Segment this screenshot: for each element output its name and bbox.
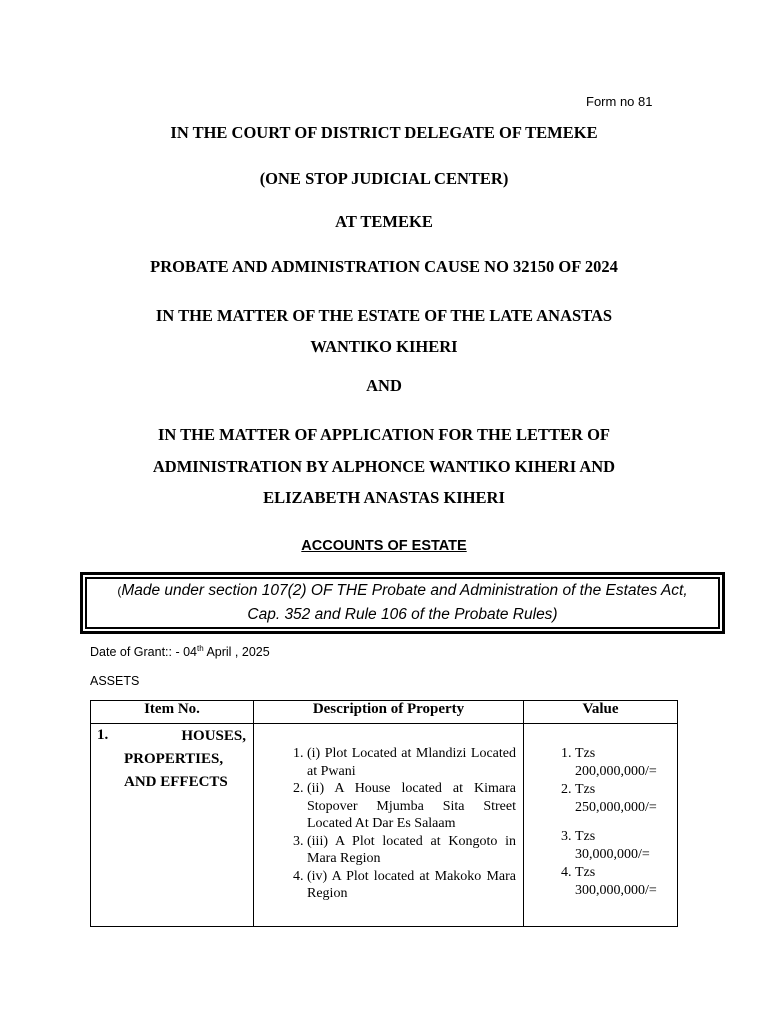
statutory-line-2: Cap. 352 and Rule 106 of the Probate Rules)	[247, 606, 558, 623]
header-description: Description of Property	[254, 701, 524, 724]
description-list	[255, 745, 516, 903]
list-item: 4. (iv) A Plot located at Makoko Mara Region	[307, 868, 516, 903]
item-category-line-1: HOUSES,	[181, 728, 246, 744]
item-cell	[91, 724, 254, 927]
header-item-no: Item No.	[91, 701, 254, 724]
list-item: 3. (iii) A Plot located at Kongoto in Mara Region	[307, 833, 516, 868]
item-category	[92, 725, 252, 794]
statutory-reference-box	[80, 572, 725, 634]
assets-label: ASSETS	[90, 674, 140, 688]
statutory-reference-text	[85, 577, 720, 629]
heading-and: AND	[366, 376, 402, 395]
heading-cause-number: PROBATE AND ADMINISTRATION CAUSE NO 32150 OF 2024	[150, 257, 618, 276]
application-line-3: ELIZABETH ANASTAS KIHERI	[263, 488, 505, 507]
item-category-line-2: PROPERTIES,	[124, 751, 224, 767]
date-of-grant	[90, 644, 270, 659]
estate-line-2: WANTIKO KIHERI	[310, 337, 458, 356]
value-list	[525, 745, 672, 900]
list-item: 4. Tzs 300,000,000/=	[575, 864, 672, 900]
estate-line-1: IN THE MATTER OF THE ESTATE OF THE LATE ANASTAS	[155, 306, 613, 325]
item-number: 1.	[97, 727, 109, 743]
table-row	[91, 724, 678, 927]
grant-label: Date of Grant:: - 04	[90, 645, 197, 660]
list-item: 1. Tzs 200,000,000/=	[575, 745, 672, 781]
list-item: 2. (ii) A House located at Kimara Stopover Mjumba Sita Street Located At Dar Es Salaam	[307, 780, 516, 833]
description-cell	[254, 724, 524, 927]
list-item: 3. Tzs 30,000,000/=	[575, 828, 672, 864]
application-line-1: IN THE MATTER OF APPLICATION FOR THE LETTER OF	[158, 425, 610, 444]
heading-center: (ONE STOP JUDICIAL CENTER)	[259, 169, 509, 188]
open-paren: (	[117, 584, 122, 598]
heading-court: IN THE COURT OF DISTRICT DELEGATE OF TEMEKE	[170, 123, 598, 142]
list-item: 2. Tzs 250,000,000/=	[575, 781, 672, 817]
statutory-line-1: Made under section 107(2) OF THE Probate and Administration of the Estates Act,	[121, 582, 688, 599]
grant-date-rest: April , 2025	[203, 645, 270, 660]
application-line-2: ADMINISTRATION BY ALPHONCE WANTIKO KIHERI AND	[152, 456, 616, 476]
table-header-row	[91, 701, 678, 724]
form-number: Form no 81	[586, 94, 653, 109]
heading-application-matter	[0, 419, 768, 514]
accounts-title: ACCOUNTS OF ESTATE	[301, 538, 467, 554]
list-item: 1. (i) Plot Located at Mlandizi Located at Pwani	[307, 745, 516, 780]
heading-estate-matter	[0, 300, 768, 362]
header-value: Value	[524, 701, 678, 724]
heading-location: AT TEMEKE	[335, 212, 433, 231]
grant-ordinal-suffix: th	[197, 644, 204, 653]
item-category-line-3: AND EFFECTS	[124, 774, 228, 790]
value-cell	[524, 724, 678, 927]
assets-table	[90, 700, 678, 927]
